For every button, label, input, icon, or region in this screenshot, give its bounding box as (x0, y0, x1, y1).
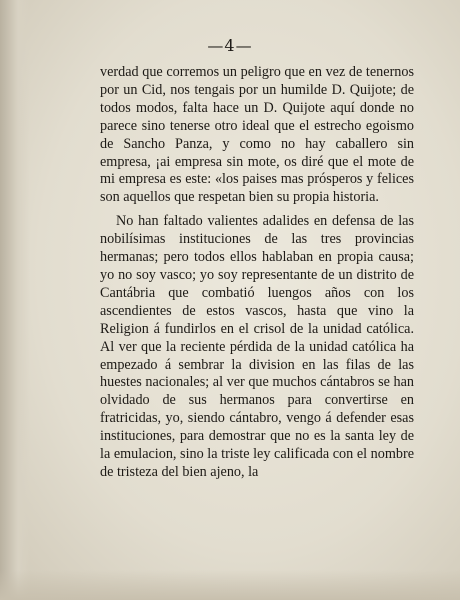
paragraph-2: No han faltado valientes adalides en defensa de las nobilísimas instituciones de las tres provincias hermanas; pero todos ellos hablaban en propia causa; yo no soy vasco; yo soy representante de un distrito de Cantábria que combatió luengos años con los ascendientes de estos vascos, hasta que vino la Religion á fundirlos en el crisol de la unidad católica. Al ver que la reciente pérdida de la unidad católica ha empezado á sembrar la division en las filas de las huestes nacionales; al ver que muchos cántabros se han olvidado de sus hermanos para convertirse en fratricidas, yo, siendo cántabro, vengo á defender esas instituciones, para demostrar que no es la santa ley de la emulacion, sino la triste ley calificada con el nombre de tristeza del bien ajeno, la (100, 213, 414, 480)
body-text (100, 64, 414, 482)
page-number: —4— (207, 36, 253, 55)
paragraph-1: verdad que corremos un peligro que en vez de tenernos por un Cid, nos tengais por un humilde D. Quijote; de todos modos, falta hace un D. Quijote aquí donde no parece sino tenerse otro ideal que el estrecho egoismo de Sancho Panza, y como no hay caballero sin empresa, ¡ai empresa sin mote, os diré que el mote de mi empresa es este: «los paises mas prósperos y felices son aquellos que respetan bien su propia historia. (100, 64, 414, 206)
page-shadow-bottom (0, 570, 460, 600)
page-shadow-left (0, 0, 30, 600)
